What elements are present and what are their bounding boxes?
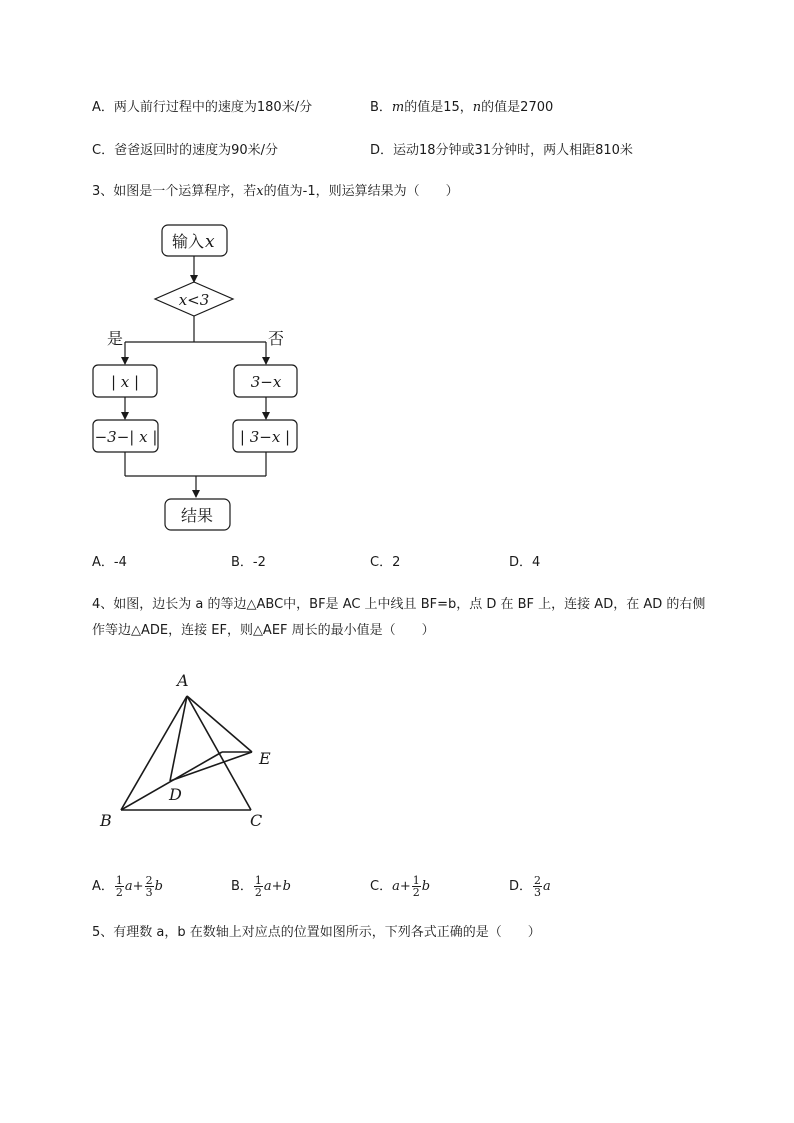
label-point-d: D [169,785,182,804]
fraction-denominator: 2 [412,886,420,899]
q3-option-b: B．-2 [231,555,266,570]
fraction [115,875,124,898]
q3-option-c: C．2 [370,555,401,570]
fraction-numerator: 2 [534,874,542,887]
flow-result-text: 结果 [180,506,214,525]
flow-condition: x<3 [178,291,210,309]
q2-option-a: A．两人前行过程中的速度为180米/分 [92,100,313,115]
q4-option-c-term: a+ [392,879,411,894]
q2-var-m: m [391,100,405,115]
q4-option-c [370,875,430,898]
q2-option-b-label: B． [370,100,392,115]
q2-option-b-suffix: 的值是2700 [481,100,554,115]
label-point-a: A [177,671,189,690]
q4-option-b-label: B． [231,879,253,894]
q3-option-d: D．4 [509,555,541,570]
fraction-numerator: 1 [254,874,262,887]
q3-stem-suffix: 的值为-1，则运算结果为（ ） [263,184,459,199]
flow-yes-label: 是 [107,329,124,348]
flow-input-text: 输入 [172,232,205,251]
label-point-e: E [259,749,271,768]
q4-option-c-label: C． [370,879,393,894]
q2-var-n: n [472,100,482,115]
fraction [412,875,421,898]
q4-option-c-term: b [421,879,431,894]
fraction [145,875,154,898]
label-point-b: B [100,811,112,830]
q3-stem-prefix: 3、如图是一个运算程序，若 [92,184,257,199]
q4-option-b [231,875,291,898]
flow-left-text-2: −3−| x | [94,428,158,446]
q2-option-c: C．爸爸返回时的速度为90米/分 [92,143,278,158]
q4-option-a-term: b [154,879,163,894]
q4-option-b-term: a+b [263,879,291,894]
q4-option-a-term: a+ [124,879,144,894]
fraction-denominator: 3 [534,886,542,899]
flow-no-label: 否 [268,329,285,348]
q4-stem-line-1: 4、如图，边长为 a 的等边△ABC中，BF是 AC 上中线且 BF=b，点 D 在 BF 上，连接 AD，在 AD 的右侧 [92,597,706,612]
q2-option-d: D．运动18分钟或31分钟时，两人相距810米 [370,143,633,158]
flow-right-text-1: 3−x [250,373,282,391]
flow-left-text-1: | x | [110,373,140,391]
flow-right-text-2: | 3−x | [239,428,291,446]
q5-stem: 5、有理数 a，b 在数轴上对应点的位置如图所示，下列各式正确的是（ ） [92,925,541,940]
flow-input-var: x [205,232,215,252]
fraction-denominator: 3 [145,886,153,899]
q4-option-a-label: A． [92,879,114,894]
q4-option-d-label: D． [509,879,533,894]
q4-option-a [92,875,163,898]
q3-stem-var: x [256,184,264,199]
q3-option-a: A．-4 [92,555,127,570]
fraction-denominator: 2 [115,886,123,899]
fraction-numerator: 1 [115,874,123,887]
q4-option-d-term: a [543,879,551,894]
q4-option-d [509,875,551,898]
fraction-numerator: 2 [145,874,153,887]
label-point-c: C [250,811,263,830]
fraction [533,875,542,898]
q2-option-b-mid: 的值是15， [404,100,473,115]
fraction-denominator: 2 [254,886,262,899]
fraction-numerator: 1 [412,874,420,887]
fraction [254,875,263,898]
q4-stem-line-2: 作等边△ADE，连接 EF，则△AEF 周长的最小值是（ ） [92,623,435,638]
